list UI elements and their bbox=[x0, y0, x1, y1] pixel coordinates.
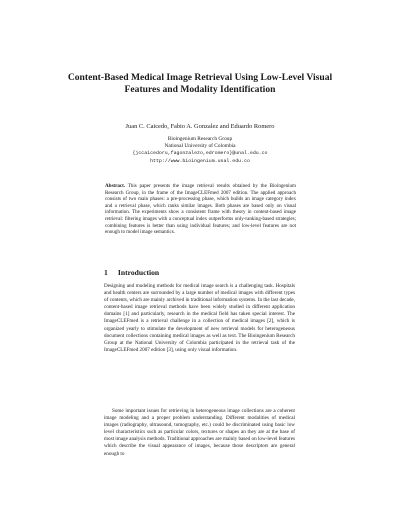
paper-title: Content-Based Medical Image Retrieval Using Low-Level Visual Features and Modality Identification bbox=[67, 72, 333, 96]
abstract bbox=[105, 183, 296, 236]
author-list: Juan C. Caicedo, Fabio A. Gonzalez and Eduardo Romero bbox=[125, 123, 275, 130]
abstract-label: Abstract. bbox=[105, 183, 126, 189]
affiliation-block bbox=[40, 136, 360, 165]
body-paragraph-1: Designing and modeling methods for medical image search is a challenging task. Hospitals and health centers are surrounded by a large number of medical images with different types of contents, which are mainly archived in traditional information systems. In the last decade, content-based image retrieval methods have been widely studied in different application domains [1] and particularly, research in the medical field has taken special interest. The ImageCLEFmed is a retrieval challenge in a collection of medical images [2], which is organized yearly to stimulate the development of new retrieval models for heterogeneous document collections containing medical images as well as text. The Bioingenium Research Group at the National University of Colombia participated in the retrieval task of the ImageCLEFmed 2007 edition [3], using only visual information. bbox=[104, 283, 295, 353]
section-number: 1 bbox=[104, 268, 108, 277]
affiliation-url: http://www.bioingenium.unal.edu.co bbox=[150, 158, 250, 164]
affiliation-group: Bioingenium Research Group bbox=[167, 136, 233, 142]
section-title: Introduction bbox=[117, 268, 160, 277]
affiliation-university: National University of Colombia bbox=[164, 143, 236, 150]
abstract-text: This paper presents the image retrieval results obtained by the Bioingenium Research Group, in the frame of the ImageCLEFmed 2007 edition. The applied approach consists of two main phases: a pre-processing phase, which builds an image category index and a retrieval phase, which ranks similar images. Both phases are based only on visual information. The experiments show a consistent frame with theory in content-based image retrieval: filtering images with a conceptual index outperforms only-ranking-based strategies; combining features is better than using individual features; and low-level features are not enough to model image semantics. bbox=[105, 183, 296, 236]
affiliation-email: {jccaicedoru,fagonzalezo,edromero}@unal.edu.co bbox=[132, 151, 268, 157]
body-paragraph-2: Some important issues for retrieving in heterogeneous image collections are a coherent image modeling and a proper problem understanding. Different modalities of medical images (radiography, ultrasound, tomography, etc.) could be discriminated using basic low level characteristics such as particular colors, textures or shapes an they are at the base of most image analysis methods. Traditional approaches are mainly based on low-level features which describe the visual appearance of images, because those descriptors are general enough to bbox=[104, 408, 295, 457]
section-heading bbox=[104, 268, 159, 277]
